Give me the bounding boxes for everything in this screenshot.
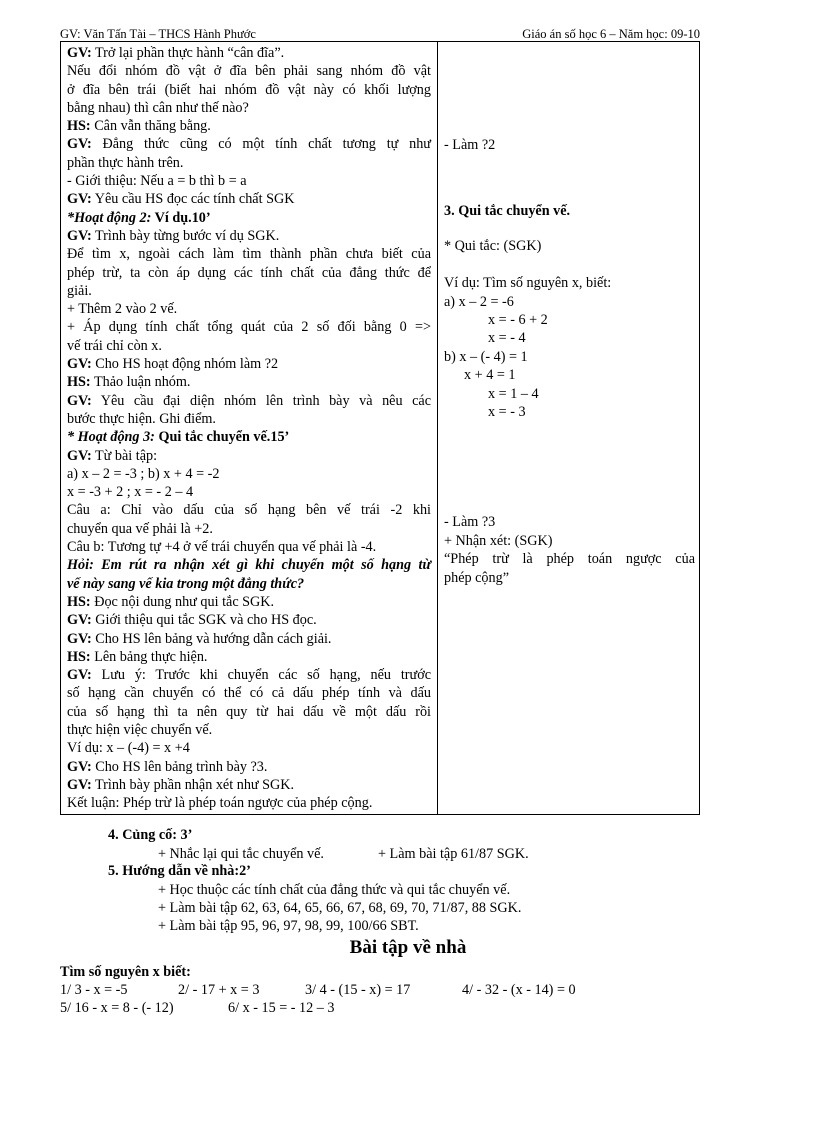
- left-line-t: Trình bày từng bước ví dụ SGK.: [91, 227, 280, 244]
- left-line: [67, 538, 431, 556]
- right-ex-a3: x = - 4: [488, 330, 526, 346]
- left-line-t: + Thêm 2 vào 2 vế.: [67, 301, 178, 318]
- homework-problem-6: 6/ x - 15 = - 12 – 3: [228, 1000, 335, 1016]
- right-nhanxet: + Nhận xét: (SGK): [444, 533, 553, 549]
- left-line-t: Giới thiệu qui tắc SGK và cho HS đọc.: [91, 612, 317, 629]
- left-line: [67, 794, 431, 812]
- left-line-b: GV:: [67, 630, 92, 647]
- left-line-b: GV:: [67, 667, 92, 684]
- left-line: [67, 575, 431, 593]
- left-line: [67, 154, 431, 172]
- left-line: [67, 135, 431, 153]
- content-column: [438, 42, 701, 814]
- left-line: [67, 172, 431, 190]
- left-line-t: Đẳng thức cũng có một tính chất tương tự như: [91, 136, 431, 153]
- left-line-i: Em rút ra nhận xét gì khi chuyển một số hạng từ: [93, 557, 431, 574]
- left-line-t: - Giới thiệu: Nếu a = b thì b = a: [67, 173, 247, 190]
- right-lam3: - Làm ?3: [444, 514, 496, 530]
- homework-problem-1: 1/ 3 - x = -5: [60, 982, 128, 998]
- left-line: [67, 282, 431, 300]
- left-line: [67, 684, 431, 702]
- homework-prompt: Tìm số nguyên x biết:: [60, 964, 191, 980]
- left-line-t: bằng nhau) thì cân như thế nào?: [67, 99, 249, 116]
- left-line-t: Thảo luận nhóm.: [90, 374, 191, 391]
- left-line-i: vế này sang vế kia trong một đẳng thức?: [67, 575, 305, 592]
- left-line-t: số hạng cần chuyển có thể có cả dấu phép tính và dấu: [67, 685, 431, 702]
- homework-problem-5: 5/ 16 - x = 8 - (- 12): [60, 1000, 174, 1016]
- right-ex-b4: x = - 3: [488, 404, 526, 420]
- right-ex-b2: x + 4 = 1: [464, 367, 516, 383]
- left-line-t: thực hiện việc chuyển vế.: [67, 721, 213, 738]
- left-line: [67, 264, 431, 282]
- left-line: [67, 355, 431, 373]
- right-example-intro: Ví dụ: Tìm số nguyên x, biết:: [444, 275, 612, 291]
- section-5-item-2: + Làm bài tập 62, 63, 64, 65, 66, 67, 68, 69, 70, 71/87, 88 SGK.: [158, 900, 522, 916]
- teacher-activity-column: [61, 42, 438, 814]
- left-line-t: Yêu cầu đại diện nhóm lên trình bày và nêu các: [91, 392, 431, 409]
- section-5-title: 5. Hướng dẫn về nhà:2’: [108, 863, 251, 879]
- left-line: [67, 337, 431, 355]
- left-line: [67, 81, 431, 99]
- lesson-table: [60, 41, 700, 815]
- left-line-t: x = -3 + 2 ; x = - 2 – 4: [67, 484, 194, 501]
- left-line: [67, 666, 431, 684]
- left-line: [67, 447, 431, 465]
- right-ex-a2: x = - 6 + 2: [488, 312, 548, 328]
- left-line-b: GV:: [67, 392, 92, 409]
- left-line-t: vế trái chỉ còn x.: [67, 337, 162, 354]
- left-line-t: Ví dụ: x – (-4) = x +4: [67, 740, 190, 757]
- left-line-b: Qui tắc chuyển vế.15’: [154, 429, 290, 446]
- left-line: [67, 739, 431, 757]
- left-line-t: Cân vẫn thăng bằng.: [90, 118, 211, 135]
- left-line-t: Trình bày phần nhận xét như SGK.: [91, 776, 295, 793]
- right-quote-1: “Phép trừ là phép toán ngược của: [444, 551, 695, 567]
- left-line-b: GV:: [67, 227, 92, 244]
- left-line: [67, 611, 431, 629]
- left-line-t: Kết luận: Phép trừ là phép toán ngược của phép cộng.: [67, 795, 373, 812]
- left-line-b: HS:: [67, 118, 91, 135]
- homework-problem-2: 2/ - 17 + x = 3: [178, 982, 260, 998]
- left-line-t: ở đĩa bên trái (biết hai nhóm đồ vật này có khối lượng: [67, 81, 431, 98]
- section-4-item-2: + Làm bài tập 61/87 SGK.: [378, 846, 529, 862]
- left-line: [67, 630, 431, 648]
- left-line-b: GV:: [67, 45, 92, 61]
- left-line: [67, 428, 431, 446]
- right-ex-a1: a) x – 2 = -6: [444, 294, 514, 310]
- right-rule: * Qui tắc: (SGK): [444, 238, 542, 254]
- left-line-t: bước thực hiện. Ghi điểm.: [67, 410, 216, 427]
- left-line: [67, 373, 431, 391]
- left-line-b: GV:: [67, 191, 92, 208]
- left-line-b: GV:: [67, 447, 92, 464]
- left-line-b: HS:: [67, 648, 91, 665]
- left-line-b: GV:: [67, 356, 92, 373]
- homework-problem-4: 4/ - 32 - (x - 14) = 0: [462, 982, 576, 998]
- left-line: [67, 520, 431, 538]
- left-line-t: Để tìm x, ngoài cách làm tìm thành phần chưa biết của: [67, 246, 431, 263]
- left-line: [67, 62, 431, 80]
- left-line-t: Lên bảng thực hiện.: [90, 648, 208, 665]
- left-line-b: GV:: [67, 776, 92, 793]
- left-line: [67, 501, 431, 519]
- left-line-bi: * Hoạt động 3:: [67, 429, 155, 446]
- right-section-title: 3. Qui tắc chuyển vế.: [444, 203, 571, 219]
- left-line-t: của số hạng thì ta nên quy từ hai dấu về một dấu rồi: [67, 703, 431, 720]
- section-5-item-1: + Học thuộc các tính chất của đẳng thức và qui tắc chuyển vế.: [158, 882, 511, 898]
- left-line: [67, 721, 431, 739]
- left-line-t: Nếu đổi nhóm đồ vật ở đĩa bên phải sang nhóm đồ vật: [67, 63, 431, 80]
- left-line-bi: Hỏi:: [67, 557, 94, 574]
- left-line-t: Câu a: Chỉ vào dấu của số hạng bên vế trái -2 khi: [67, 502, 431, 519]
- left-line-b: Ví dụ.10’: [151, 209, 211, 226]
- left-line-t: Trở lại phần thực hành “cân đĩa”.: [91, 45, 285, 61]
- right-ex-b3: x = 1 – 4: [488, 386, 539, 402]
- left-line-t: Từ bài tập:: [91, 447, 158, 464]
- left-line-t: phép trừ, ta còn áp dụng các tính chất của đẳng thức để: [67, 264, 431, 281]
- left-line: [67, 776, 431, 794]
- left-line-t: Yêu cầu HS đọc các tính chất SGK: [91, 191, 295, 208]
- section-4-title: 4. Củng cố: 3’: [108, 827, 193, 843]
- left-line-t: giải.: [67, 282, 92, 299]
- left-line-b: HS:: [67, 374, 91, 391]
- homework-problem-3: 3/ 4 - (15 - x) = 17: [305, 982, 411, 998]
- header-course: Giáo án số học 6 – Năm học: 09-10: [522, 27, 700, 41]
- left-line-t: Cho HS lên bảng trình bày ?3.: [91, 758, 268, 775]
- left-line-b: HS:: [67, 593, 91, 610]
- left-line-t: chuyển qua vế phải là +2.: [67, 520, 213, 537]
- left-line: [67, 410, 431, 428]
- left-line-b: GV:: [67, 136, 92, 153]
- left-line: [67, 209, 431, 227]
- left-line-b: GV:: [67, 758, 92, 775]
- left-line-b: GV:: [67, 612, 92, 629]
- left-line: [67, 300, 431, 318]
- right-ex-b1: b) x – (- 4) = 1: [444, 349, 528, 365]
- left-line: [67, 227, 431, 245]
- left-line: [67, 117, 431, 135]
- header-teacher: GV: Văn Tấn Tài – THCS Hành Phước: [60, 27, 256, 41]
- left-line: [67, 392, 431, 410]
- left-line-t: Lưu ý: Trước khi chuyển các số hạng, nếu trước: [91, 667, 431, 684]
- left-line: [67, 483, 431, 501]
- left-line: [67, 318, 431, 336]
- right-lam2: - Làm ?2: [444, 137, 496, 153]
- left-line-t: Câu b: Tương tự +4 ở vế trái chuyển qua vế phải là -4.: [67, 539, 377, 556]
- left-line-t: Cho HS lên bảng và hướng dẫn cách giải.: [91, 630, 332, 647]
- left-line: [67, 245, 431, 263]
- left-line-bi: *Hoạt động 2:: [67, 209, 152, 226]
- left-line: [67, 593, 431, 611]
- left-line-t: phần thực hành trên.: [67, 154, 184, 171]
- left-line-t: Cho HS hoạt động nhóm làm ?2: [91, 356, 279, 373]
- left-line: [67, 703, 431, 721]
- left-line-t: Đọc nội dung như qui tắc SGK.: [90, 593, 275, 610]
- section-4-item-1: + Nhắc lại qui tắc chuyển vế.: [158, 846, 324, 862]
- left-line-t: + Áp dụng tính chất tổng quát của 2 số đối bằng 0 =>: [67, 319, 431, 336]
- left-line: [67, 758, 431, 776]
- left-line: [67, 556, 431, 574]
- left-line: [67, 44, 431, 62]
- left-line: [67, 190, 431, 208]
- right-quote-2: phép cộng”: [444, 570, 510, 586]
- homework-title: Bài tập về nhà: [349, 937, 467, 958]
- left-line: [67, 99, 431, 117]
- left-line-t: a) x – 2 = -3 ; b) x + 4 = -2: [67, 465, 220, 482]
- section-5-item-3: + Làm bài tập 95, 96, 97, 98, 99, 100/66 SBT.: [158, 918, 419, 934]
- left-line: [67, 465, 431, 483]
- left-line: [67, 648, 431, 666]
